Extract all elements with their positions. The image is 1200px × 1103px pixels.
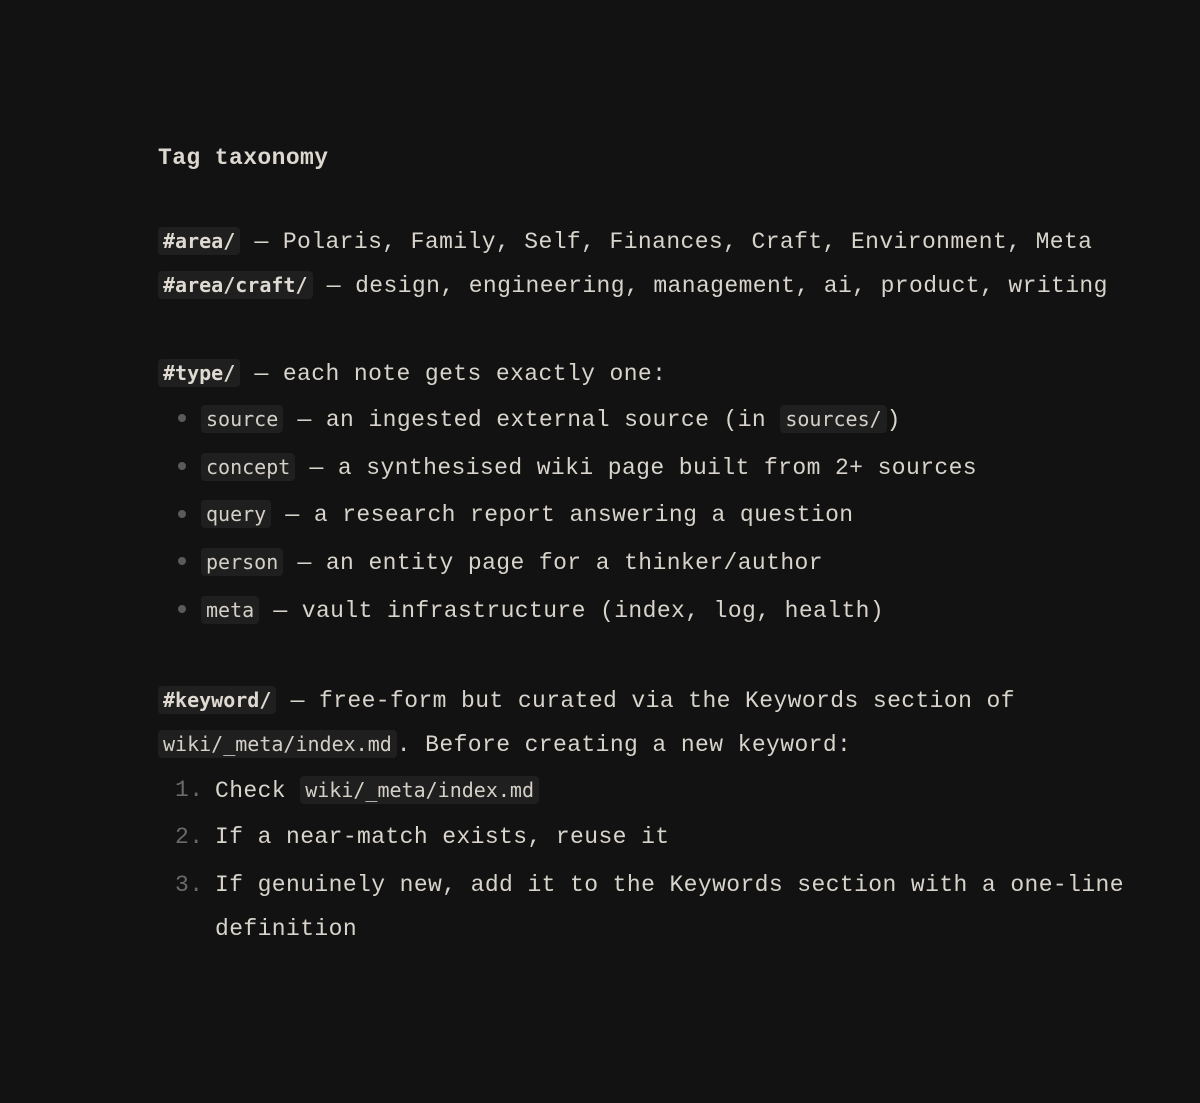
- list-item-continuation: definition: [215, 916, 358, 942]
- area-craft-line: [158, 270, 1108, 301]
- sources-path-code: sources/: [780, 405, 886, 433]
- keyword-line-2: [158, 729, 851, 760]
- bullet-icon: [178, 462, 186, 470]
- type-query-code: query: [201, 500, 271, 528]
- step-number: 2.: [175, 824, 204, 850]
- area-craft-tag: #area/craft/: [158, 271, 313, 299]
- list-item: [215, 775, 539, 806]
- type-person-code: person: [201, 548, 283, 576]
- step-text: Check: [215, 778, 301, 804]
- step-number: 3.: [175, 872, 204, 898]
- area-tag: #area/: [158, 227, 240, 255]
- index-path-code: wiki/_meta/index.md: [158, 730, 397, 758]
- keyword-line: [158, 685, 1015, 716]
- list-item: [201, 547, 823, 578]
- type-concept-text: — a synthesised wiki page built from 2+ sources: [295, 455, 978, 481]
- step-number: 1.: [175, 777, 204, 803]
- section-title: Tag taxonomy: [158, 145, 329, 171]
- type-source-code: source: [201, 405, 283, 433]
- type-tag: #type/: [158, 359, 240, 387]
- list-item: [201, 595, 884, 626]
- bullet-icon: [178, 557, 186, 565]
- list-item: [201, 404, 901, 435]
- type-concept-code: concept: [201, 453, 295, 481]
- type-line: [158, 358, 666, 389]
- type-query-text: — a research report answering a question: [271, 502, 854, 528]
- bullet-icon: [178, 510, 186, 518]
- list-item: [201, 452, 977, 483]
- list-item: [201, 499, 854, 530]
- type-source-text-end: ): [886, 407, 901, 433]
- type-meta-code: meta: [201, 596, 259, 624]
- area-craft-text: — design, engineering, management, ai, product, writing: [312, 273, 1108, 299]
- list-item: If genuinely new, add it to the Keywords section with a one-line: [215, 872, 1124, 898]
- type-meta-text: — vault infrastructure (index, log, health): [259, 598, 885, 624]
- keyword-tag: #keyword/: [158, 686, 276, 714]
- type-source-text: — an ingested external source (in: [283, 407, 781, 433]
- index-path-code: wiki/_meta/index.md: [300, 776, 539, 804]
- bullet-icon: [178, 414, 186, 422]
- area-text: — Polaris, Family, Self, Finances, Craft, Environment, Meta: [240, 229, 1093, 255]
- list-item: If a near-match exists, reuse it: [215, 824, 670, 850]
- keyword-text: — free-form but curated via the Keywords section of: [276, 688, 1015, 714]
- type-person-text: — an entity page for a thinker/author: [283, 550, 823, 576]
- area-line: [158, 226, 1092, 257]
- keyword-text-2: . Before creating a new keyword:: [396, 732, 852, 758]
- type-text: — each note gets exactly one:: [240, 361, 667, 387]
- bullet-icon: [178, 605, 186, 613]
